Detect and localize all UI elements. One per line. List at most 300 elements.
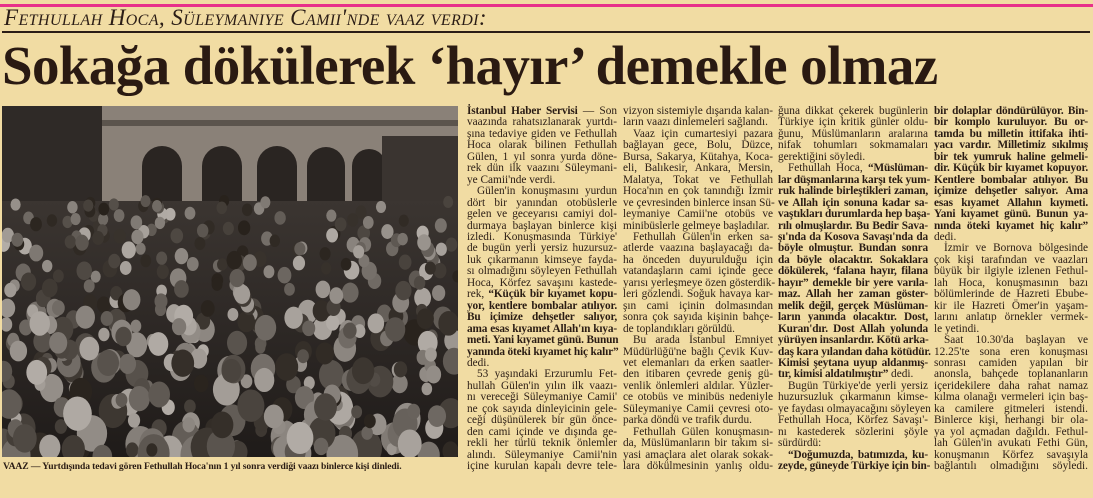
text-segment: ğuna dikkat çekerek bugünlerin bbox=[778, 105, 928, 117]
text-segment: leymaniye Camii'ne otobüs ve bbox=[623, 208, 773, 221]
crowd-figure bbox=[217, 258, 227, 270]
crowd-figure bbox=[30, 217, 42, 231]
crowd-figure bbox=[119, 354, 136, 374]
article-paragraph bbox=[467, 369, 617, 472]
crowd-figure bbox=[399, 215, 409, 227]
bold-text-segment: yanında öteki kıyamet hiç kalır” bbox=[467, 345, 619, 358]
crowd-figure bbox=[63, 396, 92, 430]
crowd-figure bbox=[352, 357, 374, 384]
article-paragraph bbox=[778, 379, 931, 450]
crowd-figure bbox=[65, 235, 76, 249]
bold-text-segment: ruk halinde birleştikleri zaman, bbox=[778, 185, 928, 198]
crowd-figure bbox=[326, 315, 339, 331]
crowd-figure bbox=[417, 234, 431, 250]
crowd-figure bbox=[264, 405, 284, 429]
text-segment: Fethullah Gülen konuşmasın- bbox=[633, 425, 773, 438]
text-segment: — Son bbox=[577, 105, 617, 117]
main-headline: Sokağa dökülerek ‘hayır’ demekle olmaz bbox=[2, 35, 938, 96]
crowd-figure bbox=[425, 261, 436, 274]
news-photo-crowd-at-mosque bbox=[2, 106, 458, 457]
text-segment: Süleymaniye Camii çevresi oto- bbox=[623, 402, 773, 415]
text-line bbox=[467, 461, 617, 472]
bold-text-segment: tamda bu milletin ittifaka ihti- bbox=[934, 127, 1088, 140]
bold-text-segment: Bu içimize dehşetler salıyor, bbox=[467, 311, 617, 324]
crowd-figure bbox=[364, 414, 376, 428]
article-paragraph bbox=[467, 186, 617, 369]
crowd-figure bbox=[329, 287, 343, 304]
text-segment: bağlayan gece, Bolu, Düzce, bbox=[623, 139, 773, 152]
text-segment: ve çevresinden binlerce insan Sü- bbox=[623, 196, 775, 209]
crowd-figure bbox=[394, 361, 407, 377]
text-segment: lah Gülen'in avukatı Fethi Gün, bbox=[934, 437, 1088, 450]
bold-text-segment: Kentlere bombalar atılıyor. Bu bbox=[934, 173, 1088, 186]
text-segment: Vaaz için cumartesiyi pazara bbox=[633, 127, 773, 140]
crowd-figure bbox=[92, 231, 104, 245]
text-segment: venlik önlemleri aldılar. Yüzler- bbox=[623, 379, 773, 392]
text-segment: bağlantılı olmadığını söyledi. bbox=[934, 460, 1088, 473]
crowd-figure bbox=[13, 424, 37, 453]
text-segment: vizyon sistemiyle dışarıda kalan- bbox=[623, 105, 773, 117]
crowd-figure bbox=[98, 328, 109, 342]
text-segment: Binlerce kişi, herhangi bir ola- bbox=[934, 414, 1088, 427]
crowd-figure bbox=[194, 375, 208, 392]
bold-text-segment: “Doğumuzda, batımızda, ku- bbox=[788, 448, 928, 461]
photo-image bbox=[2, 106, 458, 457]
text-segment: sı olmadığını söyleyen Fethullah bbox=[467, 265, 617, 278]
bold-text-segment: şı'nda da Kosova Savaşı'nda da bbox=[778, 230, 928, 243]
crowd-figure bbox=[116, 393, 128, 407]
crowd-figure bbox=[131, 215, 143, 229]
text-segment: ne çok sayıda dinleyicinin gele- bbox=[467, 402, 617, 415]
crowd-figure bbox=[71, 213, 81, 225]
text-segment: İzmir ve Bornova bölgesinde bbox=[944, 242, 1088, 255]
text-segment: rekli her türlü teknik önlemler bbox=[467, 437, 617, 450]
crowd-figure bbox=[275, 353, 298, 381]
article-column-1 bbox=[467, 106, 617, 473]
crowd-figure bbox=[227, 251, 242, 270]
text-segment: Hoca olarak bilinen Fethullah bbox=[467, 139, 617, 152]
crowd-figure bbox=[84, 279, 95, 292]
crowd-figure bbox=[4, 283, 16, 298]
text-segment: dedi. bbox=[934, 230, 957, 243]
crowd-figure bbox=[114, 209, 125, 222]
crowd-figure bbox=[49, 332, 67, 354]
text-segment: minibüslerle gelmeye başladılar. bbox=[623, 219, 770, 232]
crowd-figure bbox=[432, 285, 445, 301]
text-segment: yasi amaçlara alet olarak sokak- bbox=[623, 448, 773, 461]
text-segment: leri gözlendi. Soğuk havaya kar- bbox=[623, 288, 773, 301]
crowd-figure bbox=[254, 368, 274, 392]
crowd-figure bbox=[399, 254, 412, 269]
crowd-figure bbox=[29, 245, 43, 262]
crowd-figure bbox=[446, 238, 458, 252]
crowd-figure bbox=[120, 261, 132, 275]
text-segment: Gülen'in konuşmasını yurdun bbox=[477, 185, 617, 198]
article-paragraph bbox=[623, 106, 773, 129]
text-segment: sonrası camiden yapılan bir bbox=[934, 356, 1088, 369]
article-paragraph bbox=[623, 427, 773, 473]
crowd-figure bbox=[422, 382, 433, 395]
crowd-figure bbox=[274, 211, 285, 225]
text-segment: ğunu, Müslümanların aralarına bbox=[778, 127, 928, 140]
crowd-figure bbox=[326, 210, 336, 222]
crowd-figure bbox=[426, 366, 441, 384]
crowd-figure bbox=[234, 285, 250, 305]
crowd-figure bbox=[197, 224, 208, 238]
crowd-figure bbox=[270, 235, 280, 247]
crowd-figure bbox=[351, 405, 362, 418]
text-segment: vaazında rahatsızlanarak yurtdı- bbox=[467, 116, 617, 129]
crowd-figure bbox=[417, 308, 434, 329]
bold-text-segment: bir tek yumruk haline gelmeli- bbox=[934, 150, 1088, 163]
crowd-figure bbox=[201, 300, 215, 317]
crowd-figure bbox=[223, 222, 234, 235]
text-segment: vet elemanları da erken saatler- bbox=[623, 356, 773, 369]
bold-text-segment: içimize dehşetler salıyor. Ama bbox=[934, 185, 1088, 198]
crowd-figure bbox=[278, 267, 292, 284]
crowd-figure bbox=[172, 318, 186, 335]
crowd-figure bbox=[21, 272, 36, 290]
article-paragraph bbox=[467, 106, 617, 186]
article-paragraph bbox=[934, 106, 1088, 243]
bold-text-segment: yürüyen insanlardır. Kötü arka- bbox=[778, 334, 929, 347]
crowd-figure bbox=[293, 256, 305, 271]
crowd-figure bbox=[114, 229, 126, 244]
crowd-figure bbox=[42, 260, 52, 272]
crowd-figure bbox=[438, 311, 458, 336]
bold-text-segment: İstanbul Haber Servisi bbox=[467, 105, 578, 117]
article-paragraph bbox=[778, 162, 931, 381]
crowd-figure bbox=[341, 258, 352, 271]
crowd-figure bbox=[98, 203, 109, 216]
text-line bbox=[467, 347, 617, 358]
kicker-rule bbox=[2, 31, 1090, 33]
crowd-figure bbox=[53, 270, 64, 283]
crowd-figure bbox=[342, 283, 359, 303]
crowd-figure bbox=[361, 426, 372, 440]
crowd-figure bbox=[148, 382, 170, 408]
crowd-figure bbox=[52, 300, 65, 315]
article-column-4 bbox=[934, 106, 1088, 473]
crowd-figure bbox=[321, 262, 331, 274]
bold-text-segment: rılı olmuşlardır. Bu Bedir Sava- bbox=[778, 219, 928, 232]
text-segment: ye faydası olmayacağını söyleyen bbox=[778, 402, 931, 415]
text-segment: 53 yaşındaki Erzurumlu Fet- bbox=[477, 368, 617, 381]
text-segment: dört bir yanından otobüslerle bbox=[467, 196, 617, 209]
text-segment: gelen ve geceyarısı camiyi dol- bbox=[467, 208, 617, 221]
crowd-figure bbox=[140, 254, 151, 267]
text-line bbox=[623, 461, 773, 472]
crowd-figure bbox=[11, 198, 21, 210]
bold-text-segment: hayır” demekle bir yere varıla- bbox=[778, 276, 928, 289]
text-segment: durmaya başlayan binlerce kişi bbox=[467, 219, 617, 232]
crowd-figure bbox=[385, 317, 405, 341]
text-segment: parka döndü ve trafik durdu. bbox=[623, 414, 752, 427]
crowd-figure bbox=[314, 393, 337, 420]
text-segment: ya yol açmadan dağıldı. Fethul- bbox=[934, 425, 1088, 438]
crowd-figure bbox=[152, 200, 162, 212]
photo-caption: VAAZ — Yurtdışında tedavi gören Fethullah Hoca'nın 1 yıl sonra verdiği vaazı binlerce kişi dinledi. bbox=[3, 461, 402, 472]
text-segment: büyük bir ilgiyle izlenen Fethul- bbox=[934, 265, 1088, 278]
bold-text-segment: bir dolaplar döndürülüyor. Bin- bbox=[934, 105, 1088, 117]
crowd-figure bbox=[47, 214, 57, 226]
text-segment: den itibaren çevrede geniş gü- bbox=[623, 368, 773, 381]
crowd-figure bbox=[217, 202, 228, 215]
bold-text-segment: yacı vardır. Milletimiz sıkılmış bbox=[934, 139, 1088, 152]
crowd-figure bbox=[29, 311, 49, 336]
article-paragraph bbox=[934, 335, 1088, 472]
text-segment: ce otobüs ve minibüs nedeniyle bbox=[623, 391, 773, 404]
bold-text-segment: Kimisi şeytana uyup aldanmış- bbox=[778, 356, 928, 369]
crowd-figure bbox=[242, 203, 253, 216]
text-segment: sonra çok sayıda kişinin bahçe- bbox=[623, 311, 773, 324]
crowd-figure bbox=[26, 360, 47, 385]
text-segment: Bu arada İstanbul Emniyet bbox=[633, 334, 773, 347]
crowd-figure bbox=[10, 341, 27, 362]
bold-text-segment: meti. Yani kıyamet günü. Bunun bbox=[467, 334, 619, 347]
crowd-figure bbox=[335, 217, 347, 231]
crowd-figure bbox=[174, 280, 189, 298]
crowd-figure bbox=[75, 235, 88, 251]
crowd-figure bbox=[131, 230, 143, 245]
text-segment: hullah Gülen'in yılın ilk vaazı- bbox=[467, 379, 617, 392]
bold-text-segment: bir komplo kuruluyor. Bu or- bbox=[934, 116, 1088, 129]
crowd-figure bbox=[155, 217, 165, 229]
crowd-figure bbox=[264, 265, 275, 278]
crowd-figure bbox=[316, 281, 331, 299]
crowd-figure bbox=[397, 233, 407, 246]
text-segment: da, Müslümanların bir takım si- bbox=[623, 437, 773, 450]
crowd-figure bbox=[353, 245, 364, 258]
text-segment: şın cami içinin dolmasından bbox=[623, 299, 773, 312]
text-line bbox=[934, 221, 1088, 232]
text-segment: bölümlerinde de Hazreti Ebube- bbox=[934, 288, 1088, 301]
crowd-figure bbox=[398, 429, 422, 457]
text-segment: eli, Balıkesir, Ankara, Mersin, bbox=[623, 162, 773, 175]
text-segment: nı vereceği Süleymaniye Camii' bbox=[467, 391, 617, 404]
crowd-figure bbox=[183, 417, 196, 432]
crowd-figure bbox=[255, 341, 265, 353]
text-segment: Saat 10.30'da başlayan ve bbox=[944, 334, 1088, 347]
article-column-3 bbox=[778, 105, 931, 473]
bold-text-segment: yor, kentlere bombalar atılıyor. bbox=[467, 299, 617, 312]
bold-text-segment: Kuran'dır. Dost Allah yolunda bbox=[778, 322, 928, 335]
text-segment: le yetindi. bbox=[934, 322, 980, 335]
bold-text-segment: “Küçük bir kıyamet kopu- bbox=[488, 288, 617, 301]
crowd-figure bbox=[343, 322, 357, 338]
bold-text-segment: vaştıkları durumlarda hep başa- bbox=[778, 208, 930, 221]
crowd-figure bbox=[297, 349, 309, 363]
crowd-figure bbox=[115, 327, 131, 346]
crowd-figure bbox=[101, 311, 113, 326]
bold-text-segment: böyle olmuştur. Bundan sonra bbox=[778, 242, 928, 255]
text-segment: ların vaazı dinlemeleri sağlandı. bbox=[623, 116, 768, 129]
crowd-figure bbox=[67, 201, 77, 213]
crowd-figure bbox=[227, 308, 238, 321]
crowd-figure bbox=[294, 242, 305, 255]
text-segment: 12.25'te sona eren konuşması bbox=[934, 345, 1088, 358]
crowd-figure bbox=[194, 237, 205, 250]
crowd-figure bbox=[83, 199, 93, 211]
text-segment: dedi. bbox=[888, 368, 914, 381]
text-segment: anonsla, bahçede toplananların bbox=[934, 368, 1088, 381]
crowd-figure bbox=[211, 411, 233, 438]
text-line bbox=[778, 460, 931, 473]
text-segment: izledi. Konuşmasında Türkiye' bbox=[467, 230, 617, 243]
crowd-figure bbox=[222, 359, 242, 383]
text-segment: luk çıkarmanın kimseye fayda- bbox=[467, 253, 617, 266]
crowd-figure bbox=[131, 320, 142, 333]
crowd-figure bbox=[368, 313, 385, 333]
bold-text-segment: nında öteki kıyamet hiç kalır” bbox=[934, 219, 1088, 232]
text-segment: ceği düşünülerek bir gün önce- bbox=[467, 414, 617, 427]
text-segment: kılma olanağı vermeleri için baş- bbox=[934, 391, 1088, 404]
crowd-figure bbox=[326, 228, 338, 242]
crowd-figure bbox=[187, 257, 199, 271]
crowd-figure bbox=[146, 443, 157, 456]
crowd-figure bbox=[97, 296, 111, 313]
crowd-figure bbox=[230, 269, 245, 287]
text-segment: Fethullah Hoca, Körfez Savaşı'- bbox=[778, 414, 928, 427]
text-segment: konuşmanın Körfez savaşıyla bbox=[934, 448, 1088, 461]
crowd-figure bbox=[260, 196, 270, 208]
crowd-figure bbox=[171, 228, 184, 243]
crowd-figure bbox=[108, 254, 120, 269]
crowd-figure bbox=[407, 404, 420, 419]
text-line bbox=[934, 461, 1088, 472]
bold-text-segment: ve Allah için sonuna kadar sa- bbox=[778, 196, 928, 209]
text-segment: dedi. bbox=[467, 356, 490, 369]
crowd-figure bbox=[79, 337, 99, 361]
text-segment: rek dün ilk vaazını Süleymani- bbox=[467, 162, 617, 175]
crowd-figure bbox=[136, 243, 146, 255]
crowd-figure bbox=[435, 218, 447, 232]
text-segment: ye Camii'nde verdi. bbox=[467, 173, 556, 186]
crowd-figure bbox=[395, 281, 411, 301]
crowd-figure bbox=[123, 289, 141, 310]
text-segment: Fethullah Gülen'in erken sa- bbox=[633, 230, 773, 243]
text-segment: Bursa, Sakarya, Kütahya, Koca- bbox=[623, 150, 773, 163]
crowd-figure bbox=[42, 279, 58, 298]
text-segment: de bugün yerli yersiz huzursuz- bbox=[467, 242, 617, 255]
crowd-figure bbox=[97, 350, 119, 376]
crowd-figure bbox=[212, 278, 223, 291]
bold-text-segment: “Müslüman- bbox=[867, 162, 928, 175]
bold-text-segment: ların yanında olacaktır. Dost, bbox=[778, 311, 928, 324]
crowd-figure bbox=[363, 216, 374, 229]
bold-text-segment: ama esas kıyamet Allah'ın kıya- bbox=[467, 322, 617, 335]
crowd-figure bbox=[302, 320, 315, 336]
crowd-figure bbox=[157, 264, 169, 279]
article-paragraph bbox=[623, 230, 776, 335]
crowd-figure bbox=[428, 405, 446, 427]
text-segment: de toplandıkları görüldü. bbox=[623, 322, 736, 335]
crowd-figure bbox=[128, 413, 140, 428]
bold-text-segment: zeyde, güneyde Türkiye için bin- bbox=[778, 460, 931, 473]
crowd-figure bbox=[76, 306, 95, 329]
article-paragraph bbox=[778, 106, 928, 163]
bold-text-segment: melik değil, gerçek Müslüman- bbox=[778, 299, 928, 312]
crowd-figure bbox=[175, 248, 189, 264]
crowd-figure bbox=[376, 201, 386, 213]
text-segment: Türkiye için kritik günler oldu- bbox=[778, 116, 928, 129]
text-segment: rek, bbox=[467, 288, 489, 301]
crowd-figure bbox=[320, 247, 331, 260]
article-paragraph bbox=[778, 448, 931, 473]
crowd-figure bbox=[109, 198, 119, 210]
crowd-figure bbox=[76, 261, 92, 280]
bold-text-segment: lar düşmanlarına karşı tek yum- bbox=[778, 173, 931, 186]
crowd-figure bbox=[227, 331, 247, 355]
bold-text-segment: maz. Allah her zaman göster- bbox=[778, 288, 928, 301]
crowd-figure bbox=[238, 220, 250, 235]
crowd-figure bbox=[126, 442, 139, 457]
text-segment: sürdürdü: bbox=[778, 437, 822, 450]
crowd-figure bbox=[141, 195, 151, 207]
text-segment: kir ile Hazreti Ömer'in yaşam- bbox=[934, 299, 1088, 312]
article-paragraph bbox=[623, 335, 773, 427]
crowd-figure bbox=[11, 233, 23, 247]
text-segment: çok kişi tarafından ve vaazları bbox=[934, 253, 1088, 266]
crowd-figure bbox=[171, 350, 194, 377]
bold-text-segment: dökülerek, ‘falana hayır, filana bbox=[778, 265, 928, 278]
crowd-figure bbox=[287, 422, 314, 454]
article-paragraph bbox=[934, 243, 1088, 335]
text-segment: Hoca'nın en çok tanındığı İzmir bbox=[623, 185, 773, 198]
crowd-figure bbox=[347, 213, 358, 226]
crowd-figure bbox=[284, 283, 295, 296]
text-segment: Hoca, Körfez savaşını kastede- bbox=[467, 276, 617, 289]
crowd-figure bbox=[243, 254, 257, 271]
bold-text-segment: daş kara yılandan daha kötüdür. bbox=[778, 345, 931, 358]
text-segment: içeridekilere daha rahat namaz bbox=[934, 379, 1088, 392]
text-segment: larını anlatıp örnekler vermek- bbox=[934, 311, 1088, 324]
text-segment: alındı. Süleymaniye Camii'nin bbox=[467, 448, 617, 461]
text-segment: atlerde vaazına başlayacağı da- bbox=[623, 242, 773, 255]
text-segment: ka camilere gitmeleri istendi. bbox=[934, 402, 1088, 415]
crowd-figure bbox=[255, 315, 276, 341]
text-segment: Gülen, 1 yıl sonra yurda döne- bbox=[467, 150, 617, 163]
text-segment: huzursuzluk çıkarmanın kimse- bbox=[778, 391, 928, 404]
text-segment: Malatya, Tokat ve Fethullah bbox=[623, 173, 773, 186]
crowd-figure bbox=[184, 399, 196, 413]
bold-text-segment: da böyle olacaktır. Sokaklara bbox=[778, 253, 928, 266]
bold-text-segment: tır, kimisi aldatılmıştır” bbox=[778, 368, 889, 381]
crowd-figure bbox=[129, 386, 150, 411]
crowd-figure bbox=[284, 307, 302, 329]
crowd-figure bbox=[425, 347, 437, 361]
bold-text-segment: esas kıyamet Allahın kıymeti. bbox=[934, 196, 1088, 209]
text-segment: Müdürlüğü'ne bağlı Çevik Kuv- bbox=[623, 345, 773, 358]
crowd-figure bbox=[414, 276, 425, 290]
text-segment: şına tedaviye giden ve Fethullah bbox=[467, 127, 617, 140]
text-segment: Bugün Türkiye'de yerli yersiz bbox=[788, 379, 928, 392]
text-segment: vatandaşların cami içinde gece bbox=[623, 265, 773, 278]
bold-text-segment: Yani kıyamet günü. Bunun ya- bbox=[934, 208, 1088, 221]
crowd-figure bbox=[434, 263, 447, 278]
kicker-headline: Fethullah Hoca, Süleymaniye Camii'nde vaaz verdi: bbox=[4, 5, 487, 30]
crowd-figure bbox=[314, 438, 329, 455]
text-segment: lah Hoca, konuşmasının bazı bbox=[934, 276, 1088, 289]
crowd-figure bbox=[148, 332, 168, 356]
text-segment: yarısı yerleşmeye özen gösterdik- bbox=[623, 276, 776, 289]
article-column-2 bbox=[623, 105, 776, 473]
text-segment: gerektiğini söyledi. bbox=[778, 150, 866, 163]
crowd-figure bbox=[122, 241, 136, 258]
text-segment: ha önceden duyurulduğu için bbox=[623, 253, 773, 266]
bold-text-segment: dir. Küçük bir kıyamet kopuyor. bbox=[934, 162, 1088, 175]
crowd-figure bbox=[443, 196, 453, 208]
